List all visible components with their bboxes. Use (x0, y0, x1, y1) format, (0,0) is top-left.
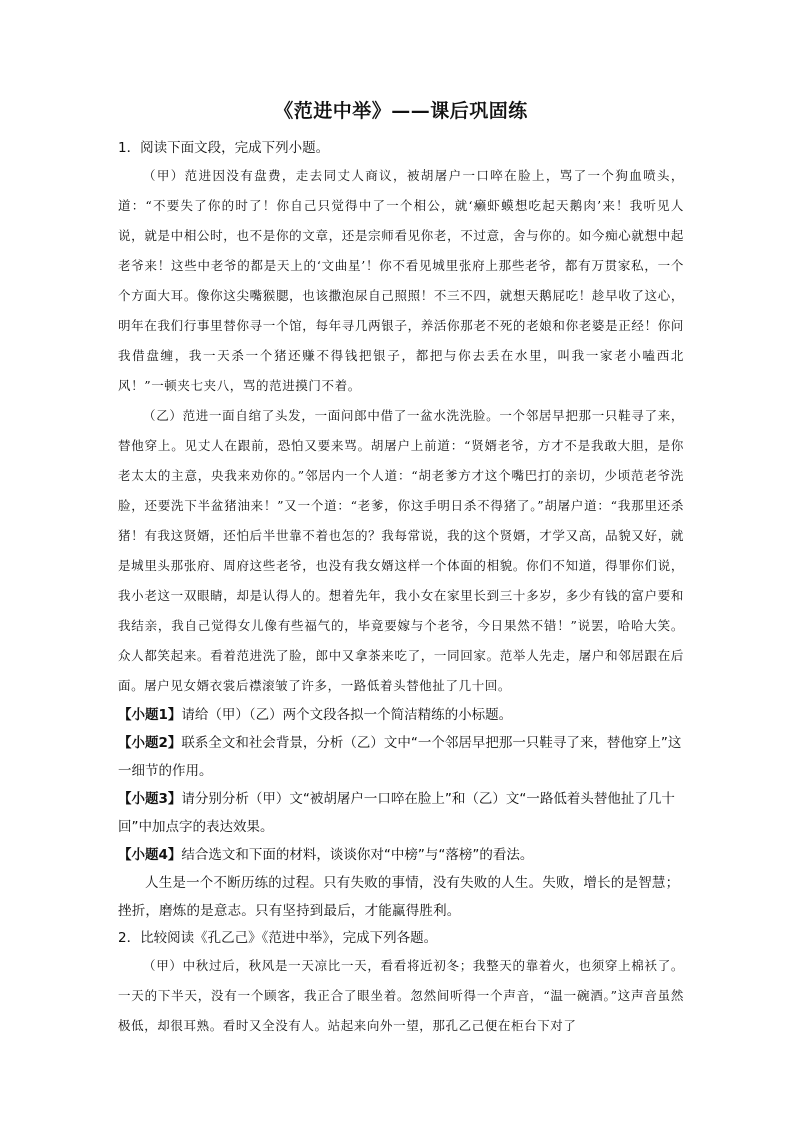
sub-question-3 (118, 785, 684, 841)
question-2-heading: 2．比较阅读《孔乙己》《范进中举》，完成下列各题。 (118, 930, 438, 946)
sub-question-text: 请给（甲）（乙）两个文段各拟一个简洁精练的小标题。 (181, 707, 513, 723)
sub-question-tag: 【小题2】 (118, 735, 182, 751)
sub-question-tag: 【小题4】 (118, 847, 182, 863)
sub-question-4 (118, 841, 684, 869)
question-2-passage-jia: （甲）中秋过后，秋风是一天凉比一天，看看将近初冬；我整天的靠着火，也须穿上棉袄了。一天的下半天，没有一个顾客，我正合了眼坐着。忽然间听得一个声音，“温一碗酒。”这声音虽然极低，却很耳熟。看时又全没有人。站起来向外一望，那孔乙己便在柜台下对了 (118, 958, 684, 1033)
question-1-material: 人生是一个不断历练的过程。只有失败的事情，没有失败的人生。失败，增长的是智慧；挫折，磨炼的是意志。只有坚持到最后，才能赢得胜利。 (118, 875, 680, 919)
question-1-heading: 1．阅读下面文段，完成下列小题。 (118, 140, 330, 156)
sub-question-text: 联系全文和社会背景，分析（乙）文中“一个邻居早把那一只鞋寻了来，替他穿上”这一细节的作用。 (118, 735, 682, 779)
sub-question-text: 请分别分析（甲）文“被胡屠户一口啐在脸上”和（乙）文“一路低着头替他扯了几十回”中加点字的表达效果。 (118, 791, 675, 835)
question-1-passage-yi: （乙）范进一面自绾了头发，一面问郎中借了一盆水洗洗脸。一个邻居早把那一只鞋寻了来，替他穿上。见丈人在跟前，恐怕又要来骂。胡屠户上前道：“贤婿老爷，方才不是我敢大胆，是你老太太的主意，央我来劝你的。”邻居内一个人道：“胡老爹方才这个嘴巴打的亲切，少顷范老爷洗脸，还要洗下半盆猪油来！”又一个道：“老爹，你这手明日杀不得猪了。”胡屠户道：“我那里还杀猪！有我这贤婿，还怕后半世靠不着也怎的？我每常说，我的这个贤婿，才学又高，品貌又好，就是城里头那张府、周府这些老爷，也没有我女婿这样一个体面的相貌。你们不知道，得罪你们说，我小老这一双眼睛，却是认得人的。想着先年，我小女在家里长到三十多岁，多少有钱的富户要和我结亲，我自己觉得女儿像有些福气的，毕竟要嫁与个老爷，今日果然不错！”说罢，哈哈大笑。众人都笑起来。看着范进洗了脸，郎中又拿茶来吃了，一同回家。范举人先走，屠户和邻居跟在后面。屠户见女婿衣裳后襟滚皱了许多，一路低着头替他扯了几十回。 (118, 408, 684, 693)
document-page (118, 96, 684, 1041)
sub-question-tag: 【小题3】 (118, 791, 182, 807)
sub-question-tag: 【小题1】 (118, 707, 182, 723)
sub-question-2 (118, 729, 684, 785)
question-1-passage-jia: （甲）范进因没有盘费，走去同丈人商议，被胡屠户一口啐在脸上，骂了一个狗血喷头，道：“不要失了你的时了！你自己只觉得中了一个相公，就‘癞虾蟆想吃起天鹅肉’来！我听见人说，就是中相公时，也不是你的文章，还是宗师看见你老，不过意，舍与你的。如今痴心就想中起老爷来！这些中老爷的都是天上的‘文曲星’！你不看见城里张府上那些老爷，都有万贯家私，一个个方面大耳。像你这尖嘴猴腮，也该撒泡尿自己照照！不三不四，就想天鹅屁吃！趁早收了这心，明年在我们行事里替你寻一个馆，每年寻几两银子，养活你那老不死的老娘和你老婆是正经！你问我借盘缠，我一天杀一个猪还赚不得钱把银子，都把与你去丢在水里，叫我一家老小嗑西北风！”一顿夹七夹八，骂的范进摸门不着。 (118, 168, 684, 393)
sub-question-1 (118, 701, 684, 729)
document-title: 《范进中举》——课后巩固练 (274, 100, 528, 122)
sub-question-text: 结合选文和下面的材料，谈谈你对“中榜”与“落榜”的看法。 (181, 847, 534, 863)
